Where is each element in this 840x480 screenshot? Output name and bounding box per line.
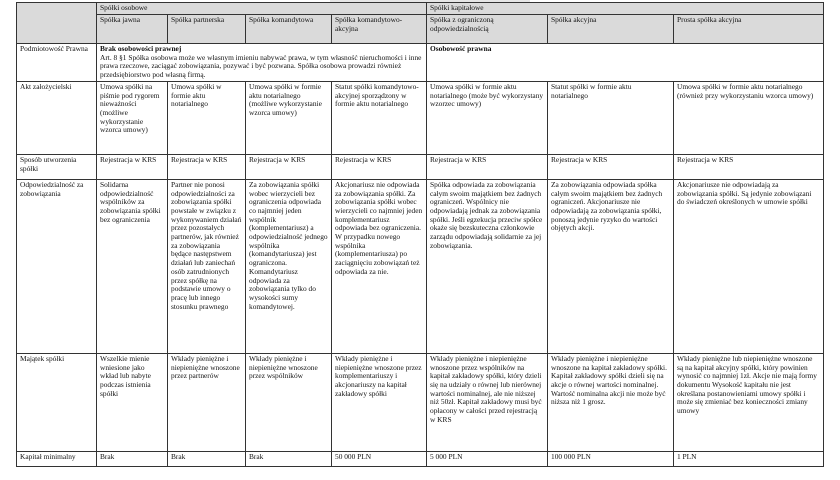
table-cell: Wkłady pieniężne i niepieniężne wnoszone przez wspólników xyxy=(246,353,332,451)
row-header: Odpowiedzialność za zobowiązania xyxy=(17,179,97,353)
table-row-assets xyxy=(17,353,824,451)
table-row-founding-act xyxy=(17,81,824,154)
table-cell: Partner nie ponosi odpowiedzialności za zobowiązania spółki powstałe w związku z wykonywaniem działań przez pozostałych partnerów, jak również za zobowiązania będące następstwem działań lub zaniechań osób zatrudnionych przez spółkę na podstawie umowy o pracę lub innego stosunku prawnego xyxy=(168,179,246,353)
column-header-row xyxy=(17,15,824,44)
table-cell: Rejestracja w KRS xyxy=(674,154,824,179)
table-cell: Wkłady pieniężne i niepieniężne wnoszone na kapitał zakładowy spółki. Kapitał zakładowy spółki dzieli się na akcje o równej wartości nominalnej. Wartość nominalna akcji nie może być niższa niż 1 grosz. xyxy=(548,353,674,451)
table-cell: 100 000 PLN xyxy=(548,451,674,466)
group-kapitalowe: Spółki kapitałowe xyxy=(427,3,824,15)
table-cell: Brak xyxy=(168,451,246,466)
column-header: Spółka komandytowo-akcyjna xyxy=(332,15,427,44)
table-cell: Wkłady pieniężne i niepieniężne wnoszone przez partnerów xyxy=(168,353,246,451)
column-header: Spółka jawna xyxy=(97,15,168,44)
table-cell: Solidarna odpowiedzialność wspólników za zobowiązania spółki bez ograniczenia xyxy=(97,179,168,353)
table-cell: Umowa spółki w formie aktu notarialnego (możliwe wykorzystanie wzorca umowy) xyxy=(246,81,332,154)
table-cell: 5 000 PLN xyxy=(427,451,548,466)
table-cell: Akcjonariusze nie odpowiadają za zobowiązania spółki. Są jedynie zobowiązani do świadczeń określonych w umowie spółki xyxy=(674,179,824,353)
table-cell: Wkłady pieniężne i niepieniężne wnoszone przez komplementariuszy i akcjonariuszy na kapitał zakładowy spółki xyxy=(332,353,427,451)
table-cell: 50 000 PLN xyxy=(332,451,427,466)
table-cell: Rejestracja w KRS xyxy=(548,154,674,179)
table-cell: Rejestracja w KRS xyxy=(427,154,548,179)
row-header: Kapitał minimalny xyxy=(17,451,97,466)
group-header-row xyxy=(17,3,824,15)
row-header: Podmiotowość Prawna xyxy=(17,44,97,82)
table-cell: Rejestracja w KRS xyxy=(332,154,427,179)
legal-osobowe-title: Brak osobowości prawnej xyxy=(100,44,182,53)
table-cell: Za zobowiązania spółki wobec wierzycieli bez ograniczenia odpowiada co najmniej jeden wspólnik (komplementariusz) a odpowiedzialność jednego wspólnika (komandytariusza) jest ograniczona. Komandytariusz odpowiada za zobowiązania tylko do wysokości sumy komandytowej. xyxy=(246,179,332,353)
legal-osobowe-text: Art. 8 §1 Spółka osobowa może we własnym imieniu nabywać prawa, w tym własność nieruchomości i inne prawa rzeczowe, zaciągać zobowiązania, pozywać i być pozwana. Spółka osobowa prowadzi również przedsiębiorstwo pod własną firmą. xyxy=(100,52,422,80)
table-cell: Spółka odpowiada za zobowiązania całym swoim majątkiem bez żadnych ograniczeń. Wspólnicy nie odpowiadają jednak za zobowiązania spółki. Jeśli egzekucja przeciw spółce okaże się bezskuteczna członkowie zarządu odpowiadają solidarnie za jej zobowiązania. xyxy=(427,179,548,353)
table-cell: Wkłady pieniężne i niepieniężne wnoszone przez wspólników na kapitał zakładowy spółki, który dzieli się na udziały o równej lub nierównej wartości nominalnej, ale nie niższej niż 50zł. Kapitał zakładowy musi być opłacony w całości przed rejestracją w KRS xyxy=(427,353,548,451)
table-row-legal-personality xyxy=(17,44,824,82)
corner-cell xyxy=(17,3,97,44)
column-header: Spółka partnerska xyxy=(168,15,246,44)
row-header: Sposób utworzenia spółki xyxy=(17,154,97,179)
table-cell: Rejestracja w KRS xyxy=(168,154,246,179)
table-cell: 1 PLN xyxy=(674,451,824,466)
table-cell: Umowa spółki na piśmie pod rygorem nieważności (możliwe wykorzystanie wzorca umowy) xyxy=(97,81,168,154)
table-cell: Rejestracja w KRS xyxy=(97,154,168,179)
row-header: Majątek spółki xyxy=(17,353,97,451)
group-osobowe: Spółki osobowe xyxy=(97,3,427,15)
table-cell: Brak xyxy=(246,451,332,466)
column-header: Spółka akcyjna xyxy=(548,15,674,44)
table-cell: Akcjonariusz nie odpowiada za zobowiązania spółki. Za zobowiązania spółki wobec wierzycieli co najmniej jeden komplementariusz odpowiada bez ograniczenia. W przypadku nowego wspólnika (komplementariusza) po zaciągnięciu zobowiązań też odpowiada za nie. xyxy=(332,179,427,353)
legal-kapitalowe-cell xyxy=(427,44,824,82)
table-cell: Brak xyxy=(97,451,168,466)
table-cell: Umowa spółki w formie aktu notarialnego (również przy wykorzystaniu wzorca umowy) xyxy=(674,81,824,154)
table-cell: Wszelkie mienie wniesione jako wkład lub nabyte podczas istnienia spółki xyxy=(97,353,168,451)
row-header: Akt założycielski xyxy=(17,81,97,154)
table-row-creation-mode xyxy=(17,154,824,179)
table-cell: Statut spółki w formie aktu notarialnego xyxy=(548,81,674,154)
table-row-liability xyxy=(17,179,824,353)
table-cell: Wkłady pieniężne lub niepieniężne wnoszone są na kapitał akcyjny spółki, który powinien wynosić co najmniej 1zł. Akcje nie mają formy dokumentu Wysokość kapitału nie jest określana postanowieniami umowy spółki i może się zmieniać bez konieczności zmiany umowy xyxy=(674,353,824,451)
table-cell: Umowa spółki w formie aktu notarialnego (może być wykorzystany wzorzec umowy) xyxy=(427,81,548,154)
comparison-table xyxy=(16,2,824,467)
table-cell: Rejestracja w KRS xyxy=(246,154,332,179)
table-row-minimum-capital xyxy=(17,451,824,466)
legal-osobowe-cell xyxy=(97,44,427,82)
column-header: Prosta spółka akcyjna xyxy=(674,15,824,44)
legal-kapitalowe-title: Osobowość prawna xyxy=(430,44,492,53)
table-cell: Umowa spółki w formie aktu notarialnego xyxy=(168,81,246,154)
table-cell: Za zobowiązania odpowiada spółka całym swoim majątkiem bez żadnych ograniczeń. Akcjonariusze nie odpowiadają za zobowiązania spółki, ponoszą jedynie ryzyko do wartości objętych akcji. xyxy=(548,179,674,353)
column-header: Spółka komandytowa xyxy=(246,15,332,44)
column-header: Spółka z ograniczoną odpowiedzialnością xyxy=(427,15,548,44)
table-cell: Statut spółki komandytowo-akcyjnej sporządzony w formie aktu notarialnego xyxy=(332,81,427,154)
